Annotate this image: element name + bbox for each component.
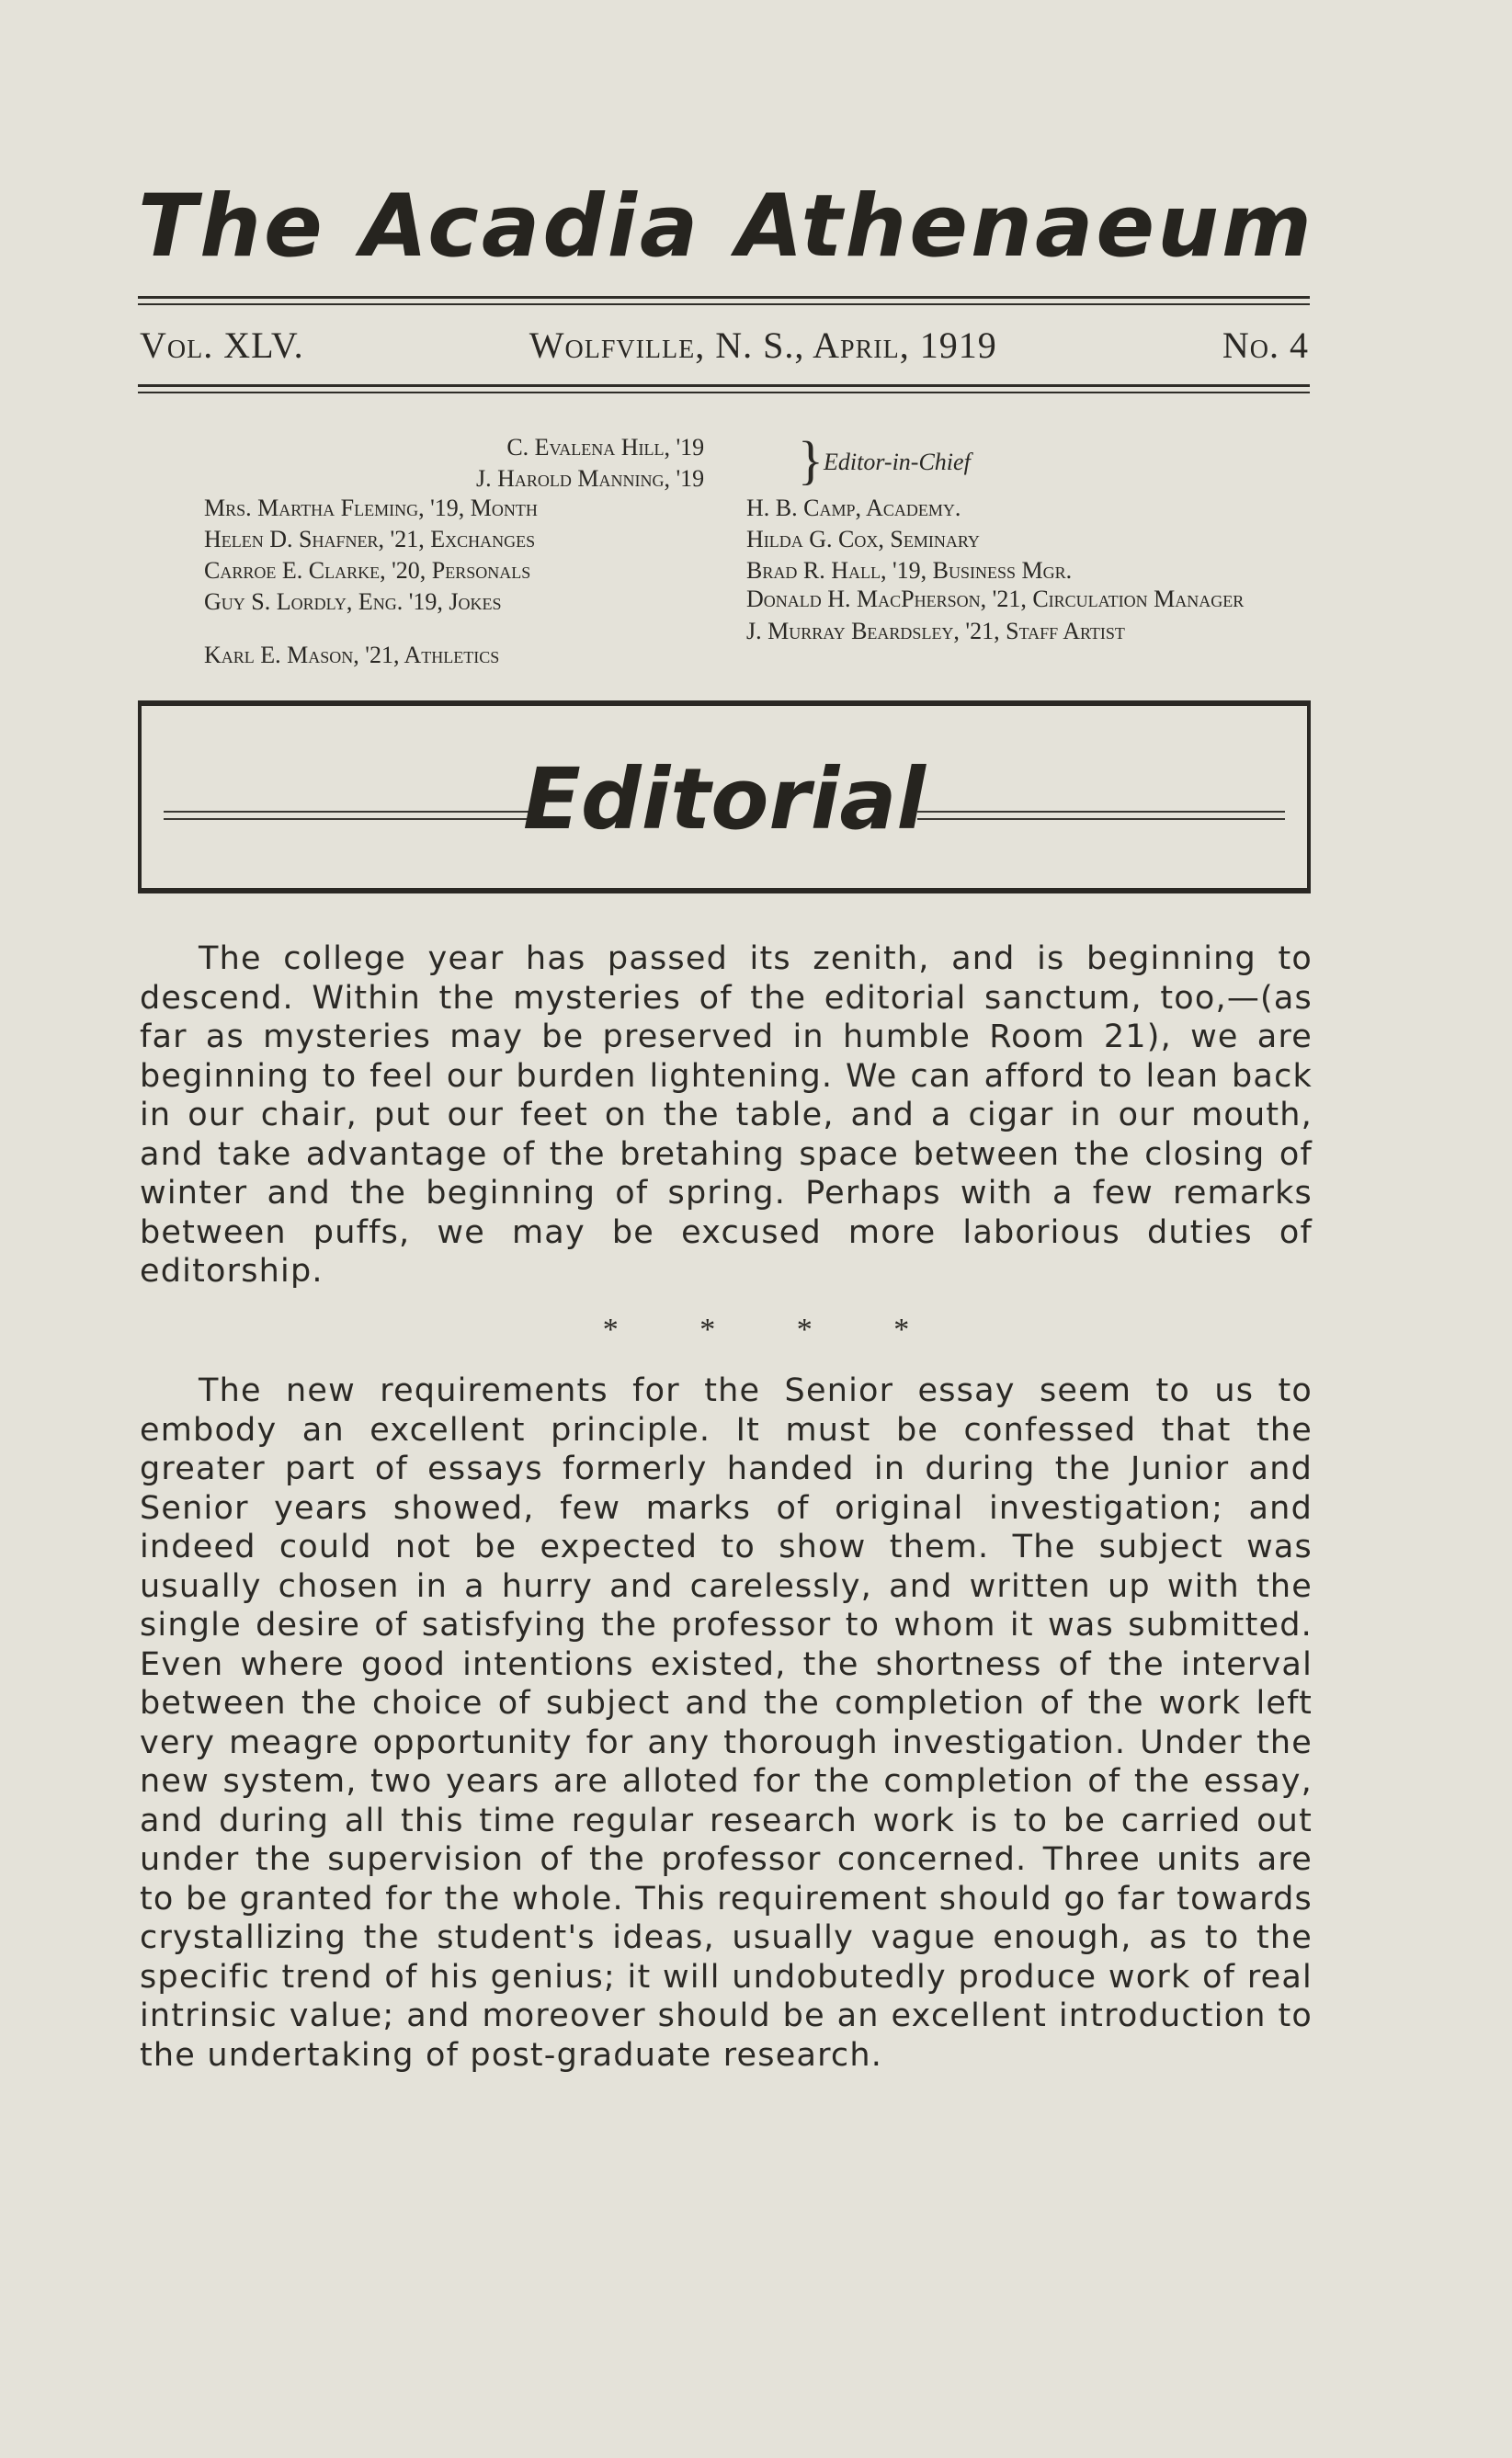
masthead-word-1: The [138,176,325,277]
staff-column-left [204,493,538,671]
editor-in-chief-label: Editor-in-Chief [824,449,971,475]
editors-in-chief [476,432,704,495]
editorial-paragraph-1 [140,939,1313,1292]
masthead-rule-top [138,296,1310,305]
staff-member: Mrs. Martha Fleming, '19, Month [204,495,538,521]
staff-column-right [746,493,1244,647]
paragraph-text: The new requirements for the Senior essay seem to us to embody an excellent principle. It must be confessed that the greater part of essays formerly handed in during the Junior and Senior years showed, few marks of original investigation; and indeed could not be expected to show them. The subject was usually chosen in a hurry and carelessly, and written up with the single desire of satisfying the professor to whom it was submitted. Even where good intentions existed, the shortness of the interval between the choice of subject and the completion of the work left very meagre opportunity for any thorough investigation. Under the new system, two years are alloted for the completion of the essay, and during all this time regular research work is to be carried out under the supervision of the professor concerned. Three units are to be granted for the whole. This requirement should go far towards crystallizing the student's ideas, usually vague enough, as to the specific trend of his genius; it will undobutedly produce work of real intrinsic value; and moreover should be an excellent introduction to the undertaking of post-graduate research. [140,1372,1313,2074]
editorial-header-box [138,700,1311,893]
issue-number: No. 4 [1222,324,1309,366]
section-separator: * * * * [602,1313,947,1347]
editor-in-chief-2: J. Harold Manning, '19 [476,465,705,492]
editor-in-chief-1: C. Evalena Hill, '19 [506,434,705,461]
brace-glyph: } [798,430,824,490]
place-date: Wolfville, N. S., April, 1919 [529,324,997,366]
paragraph-text: The college year has passed its zenith, and is beginning to descend. Within the mysteries of the editorial sanctum, too,—(as far as mysteries may be preserved in humble Room 21), we are beginning to feel our burden lightening. We can afford to lean back in our chair, put our feet on the table, and a cigar in our mouth, and take advantage of the bretahing space between the closing of winter and the beginning of spring. Perhaps with a few remarks between puffs, we may be excused more laborious duties of editorship. [140,940,1313,1290]
masthead-rule-bottom [138,384,1310,393]
staff-member: J. Murray Beardsley, '21, Staff Artist [746,618,1125,644]
editorial-paragraph-2 [140,1371,1313,2075]
staff-member: Brad R. Hall, '19, Business Mgr. [746,557,1073,584]
masthead-word-2: Acadia [360,176,701,277]
staff-member: Guy S. Lordly, Eng. '19, Jokes [204,588,502,615]
staff-member: Donald H. MacPherson, '21, Circulation Manager [746,586,1245,612]
staff-member: H. B. Camp, Academy. [746,495,961,521]
staff-member: Hilda G. Cox, Seminary [746,526,980,552]
staff-member: Helen D. Shafner, '21, Exchanges [204,526,536,552]
issue-line [140,324,1309,367]
masthead-title [138,176,1314,277]
masthead-word-3: Athenaeum [735,176,1314,277]
volume-number: Vol. XLV. [140,324,304,366]
staff-member: Karl E. Mason, '21, Athletics [204,642,500,668]
staff-member: Carroe E. Clarke, '20, Personals [204,557,531,584]
section-title: Editorial [523,750,926,848]
